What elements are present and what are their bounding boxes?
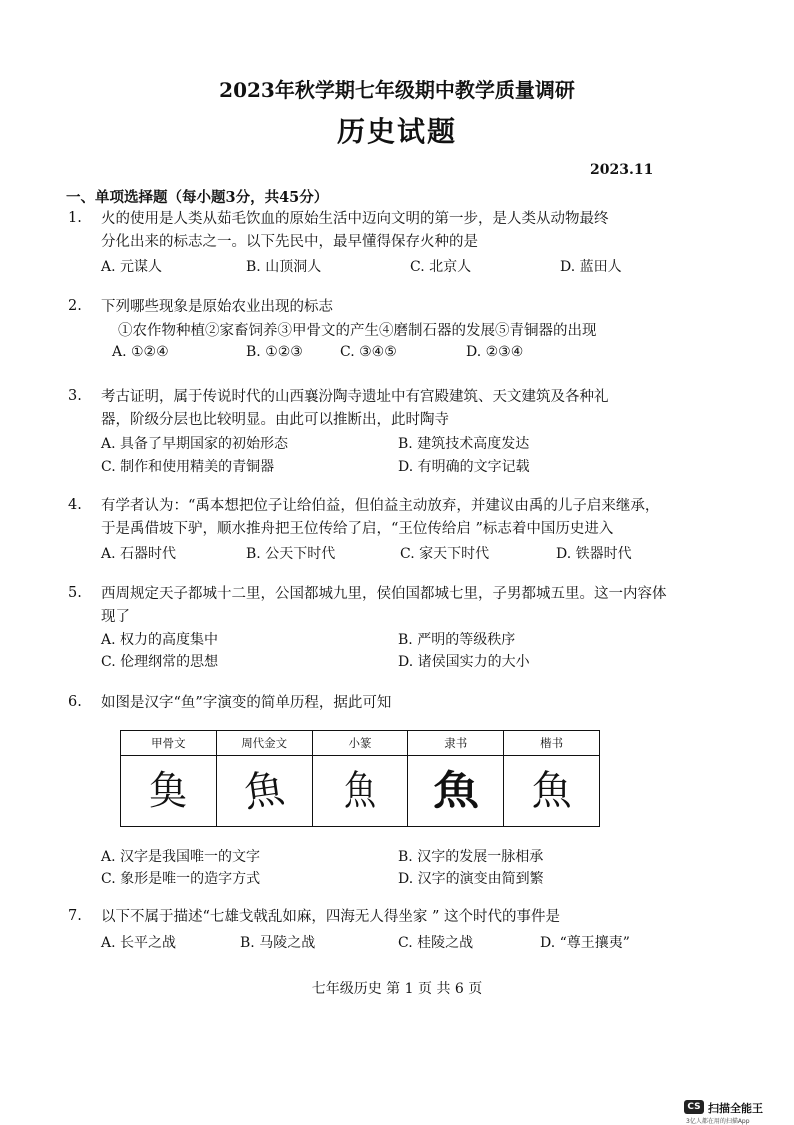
option-c: C. 制作和使用精美的青铜器	[101, 459, 275, 475]
option-a: A. ①②④	[112, 344, 169, 360]
table-header-clerical: 隶书	[408, 731, 504, 756]
option-c: C. 伦理纲常的思想	[101, 654, 219, 670]
option-b: B. 马陵之战	[240, 935, 316, 951]
option-a: A. 汉字是我国唯一的文字	[101, 849, 261, 865]
question-number: 4.	[68, 497, 82, 513]
question-text: 火的使用是人类从茹毛饮血的原始生活中迈向文明的第一步，是人类从动物最终	[101, 211, 609, 227]
option-b: B. 建筑技术高度发达	[398, 436, 530, 452]
option-b: B. 公天下时代	[246, 546, 336, 562]
section-heading: 一、单项选择题（每小题3分，共45分）	[66, 189, 329, 206]
question-text: 于是禹借坡下驴，顺水推舟把王位传给了启，“王位传给启 ”标志着中国历史进入	[101, 521, 614, 537]
glyph-cell	[408, 756, 504, 827]
question-text: 有学者认为：“禹本想把位子让给伯益，但伯益主动放弃，并建议由禹的儿子启来继承，	[101, 498, 660, 514]
exam-subject: 历史试题	[336, 115, 457, 148]
question-text: 下列哪些现象是原始农业出现的标志	[101, 299, 333, 315]
option-b: B. 汉字的发展一脉相承	[398, 849, 544, 865]
option-c: C. 象形是唯一的造字方式	[101, 871, 261, 887]
question-text: ①农作物种植②家畜饲养③甲骨文的产生④磨制石器的发展⑤青铜器的出现	[118, 323, 597, 339]
character-evolution-table	[120, 730, 600, 827]
exam-title: 2023年秋学期七年级期中教学质量调研	[219, 78, 575, 102]
option-d: D. ②③④	[466, 344, 524, 360]
option-d: D. 蓝田人	[560, 259, 622, 275]
fish-oracle-glyph: 𩵋	[149, 768, 188, 814]
table-header-oracle: 甲骨文	[121, 731, 217, 756]
option-d: D. “尊王攘夷”	[540, 935, 630, 951]
table-header-bronze: 周代金文	[216, 731, 312, 756]
question-text: 现了	[101, 609, 130, 625]
option-c: C. 家天下时代	[400, 546, 490, 562]
question-text: 考古证明，属于传说时代的山西襄汾陶寺遗址中有宫殿建筑、天文建筑及各种礼	[101, 389, 609, 405]
exam-date: 2023.11	[590, 162, 654, 178]
glyph-cell	[312, 756, 408, 827]
camscanner-logo-icon: CS	[684, 1100, 704, 1114]
table-header-seal: 小篆	[312, 731, 408, 756]
question-number: 1.	[68, 210, 82, 226]
glyph-cell	[216, 756, 312, 827]
option-d: D. 汉字的演变由简到繁	[398, 871, 544, 887]
option-d: D. 诸侯国实力的大小	[398, 654, 530, 670]
option-a: A. 石器时代	[101, 546, 177, 562]
option-a: A. 权力的高度集中	[101, 632, 219, 648]
fish-regular-glyph: 魚	[531, 768, 572, 814]
page-footer: 七年级历史 第 1 页 共 6 页	[311, 981, 483, 997]
option-c: C. 桂陵之战	[398, 935, 474, 951]
option-a: A. 元谋人	[101, 259, 163, 275]
option-b: B. 严明的等级秩序	[398, 632, 516, 648]
watermark-name: 扫描全能王	[708, 1102, 763, 1115]
option-b: B. ①②③	[246, 344, 303, 360]
question-number: 5.	[68, 585, 82, 601]
glyph-cell	[121, 756, 217, 827]
question-text: 以下不属于描述“七雄戈戟乱如麻，四海无人得坐家 ” 这个时代的事件是	[101, 909, 561, 925]
option-a: A. 具备了早期国家的初始形态	[101, 436, 289, 452]
fish-clerical-glyph: 魚	[432, 767, 479, 814]
option-b: B. 山顶洞人	[246, 259, 322, 275]
watermark-tagline: 3亿人都在用的扫描App	[686, 1118, 750, 1125]
fish-seal-glyph: 魚	[343, 768, 376, 814]
question-text: 器，阶级分层也比较明显。由此可以推断出，此时陶寺	[101, 412, 449, 428]
table-header-regular: 楷书	[504, 731, 600, 756]
option-c: C. 北京人	[410, 259, 472, 275]
question-text: 如图是汉字“鱼”字演变的简单历程，据此可知	[101, 695, 392, 711]
question-number: 3.	[68, 388, 82, 404]
option-c: C. ③④⑤	[340, 344, 397, 360]
fish-bronze-glyph: 魚	[241, 765, 288, 817]
option-d: D. 铁器时代	[556, 546, 632, 562]
question-number: 7.	[68, 908, 82, 924]
question-number: 2.	[68, 298, 82, 314]
question-text: 分化出来的标志之一。以下先民中，最早懂得保存火种的是	[101, 234, 478, 250]
question-number: 6.	[68, 694, 82, 710]
option-a: A. 长平之战	[101, 935, 177, 951]
glyph-cell	[504, 756, 600, 827]
question-text: 西周规定天子都城十二里，公国都城九里，侯伯国都城七里，子男都城五里。这一内容体	[101, 586, 667, 602]
option-d: D. 有明确的文字记载	[398, 459, 530, 475]
